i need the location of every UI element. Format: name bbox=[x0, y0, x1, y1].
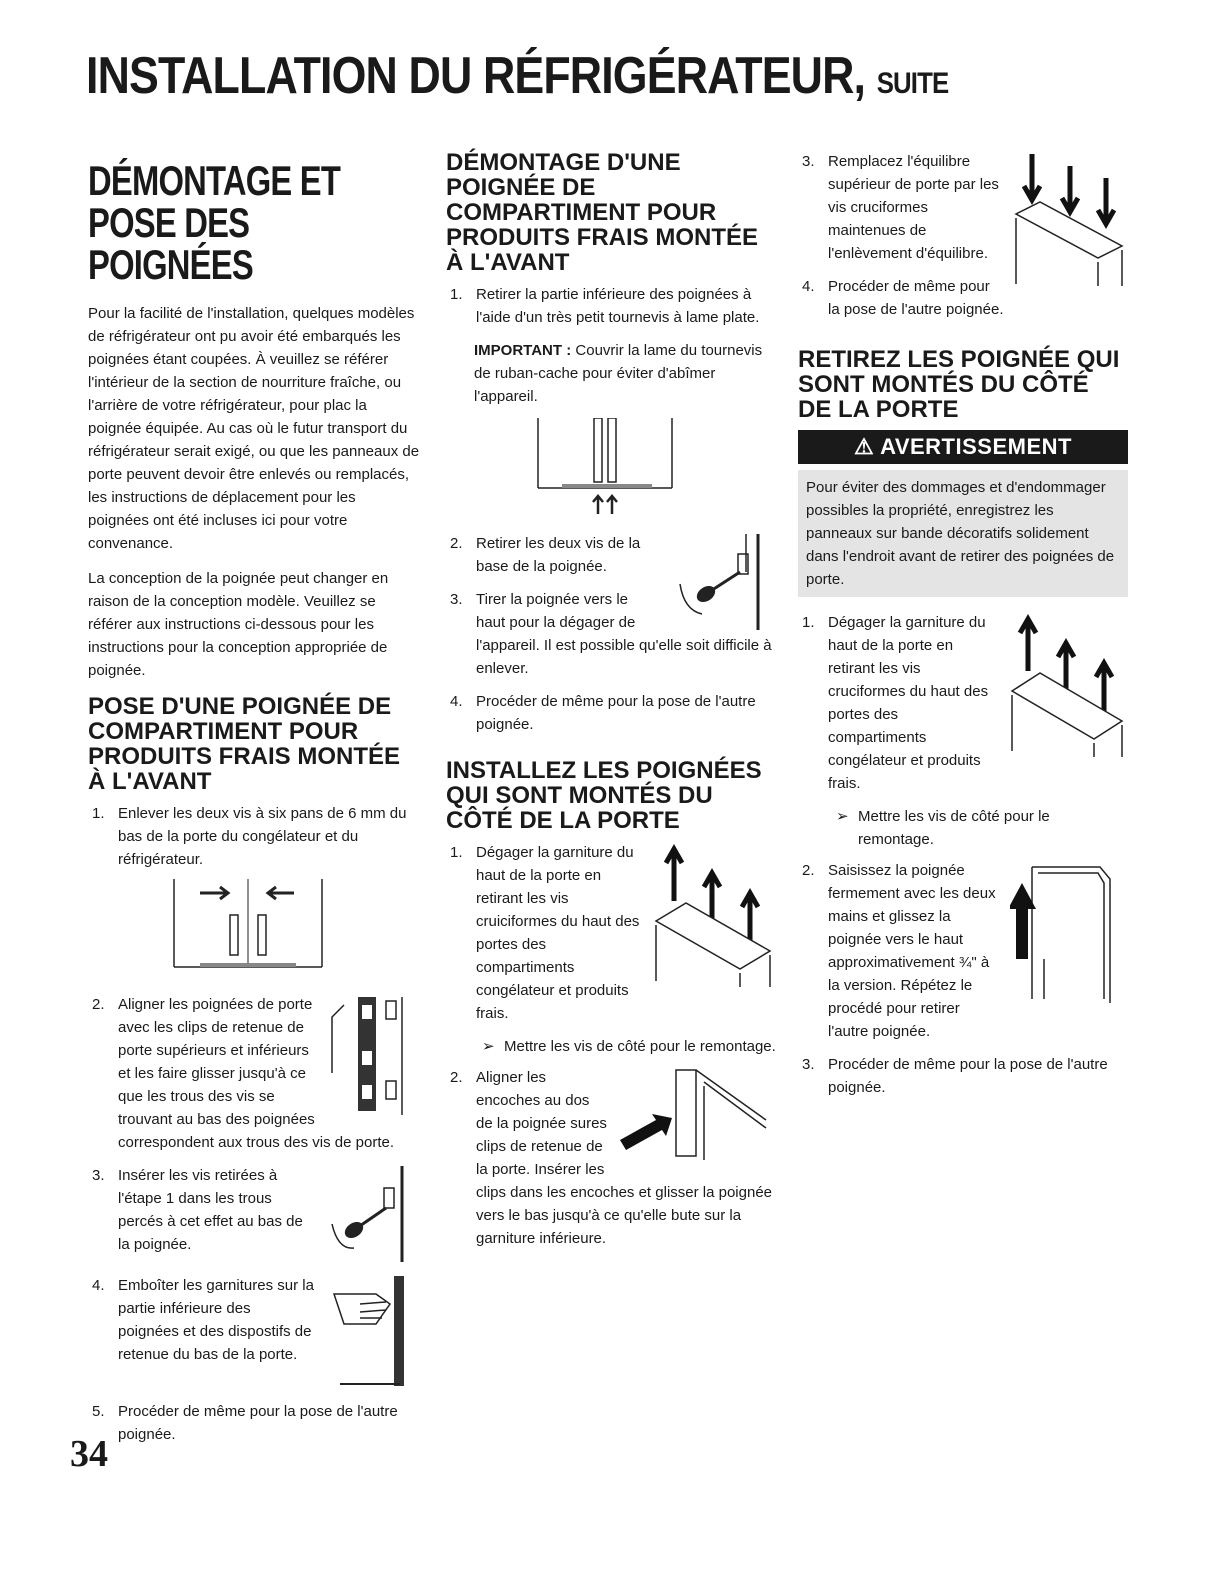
list-item: 2. Aligner les poignées de porte avec les clips de retenue de porte supérieurs et inférieurs et les faire glisser jusqu'à ce que les trous des vis se trouvant au bas des poignées correspondent aux trous des vis de porte. bbox=[88, 993, 420, 1154]
column-1 bbox=[88, 150, 420, 1456]
page-number: 34 bbox=[70, 1433, 108, 1475]
handle-clips-figure bbox=[324, 993, 420, 1117]
removal-steps bbox=[446, 283, 776, 329]
warning-triangle-icon: ⚠ bbox=[854, 434, 875, 459]
list-item: 3. Insérer les vis retirées à l'étape 1 dans les trous percés à cet effet au bas de la poignée. bbox=[88, 1164, 420, 1264]
side-install-steps-continued bbox=[446, 1066, 776, 1250]
section-title-front-handle-removal: DÉMONTAGE D'UNE POIGNÉE DE COMPARTIMENT POUR PRODUITS FRAIS MONTÉE À L'AVANT bbox=[446, 149, 759, 276]
list-item: 1. Dégager la garniture du haut de la porte en retirant les vis cruciformes du haut des portes des compartiments congélateur et produits frais. bbox=[798, 611, 1128, 795]
section-title-side-handle-install: INSTALLEZ LES POIGNÉES QUI SONT MONTÉS DU CÔTÉ DE LA PORTE bbox=[446, 757, 762, 834]
door-trim-arrows-up-figure bbox=[1004, 611, 1128, 761]
list-item: 1. Retirer la partie inférieure des poignées à l'aide d'un très petit tournevis à lame plate. bbox=[450, 286, 760, 326]
important-note: IMPORTANT : Couvrir la lame du tournevis de ruban-cache pour éviter d'abîmer l'appareil. bbox=[474, 342, 763, 405]
side-removal-steps bbox=[798, 611, 1128, 795]
list-item: 3. Procéder de même pour la pose de l'autre poignée. bbox=[802, 1056, 1108, 1096]
handle-trim-hand-figure bbox=[320, 1274, 420, 1390]
list-item: 1. Dégager la garniture du haut de la porte en retirant les vis cruiciformes du haut des portes des compartiments congélateur et produits frais. bbox=[446, 841, 776, 1025]
list-item: 2. Retirer les deux vis de la base de la poignée. bbox=[446, 532, 776, 578]
handle-slide-up-figure bbox=[1010, 859, 1128, 1009]
intro-paragraph-2: La conception de la poignée peut changer en raison de la conception modèle. Veuillez se référer aux instructions ci-dessous pour les instructions pour la conception appropriée de poignée. bbox=[88, 570, 389, 679]
note-bullet: ➢ Mettre les vis de côté pour le remontage. bbox=[482, 1038, 776, 1055]
removal-steps-continued bbox=[446, 532, 776, 736]
door-trim-arrows-figure bbox=[646, 841, 776, 991]
fridge-bottom-screws-figure bbox=[170, 879, 330, 979]
list-item: 5. Procéder de même pour la pose de l'autre poignée. bbox=[92, 1403, 398, 1443]
list-item: 1. Enlever les deux vis à six pans de 6 mm du bas de la porte du congélateur et du réfrigérateur. bbox=[88, 802, 420, 979]
section-title-front-handle-install: POSE D'UNE POIGNÉE DE COMPARTIMENT POUR PRODUITS FRAIS MONTÉE À L'AVANT bbox=[88, 693, 401, 795]
page-title: INSTALLATION DU RÉFRIGÉRATEUR, SUITE bbox=[86, 47, 949, 105]
install-steps bbox=[88, 802, 420, 1446]
side-install-steps-end bbox=[798, 150, 1128, 321]
section-heading-handles: DÉMONTAGE ET POSE DES POIGNÉES bbox=[88, 157, 341, 288]
note-bullet: ➢ Mettre les vis de côté pour le remontage. bbox=[836, 808, 1050, 848]
list-item: 4. Procéder de même pour la pose de l'autre poignée. bbox=[802, 278, 1004, 318]
side-removal-steps-continued bbox=[798, 859, 1128, 1099]
warning-text-box bbox=[798, 470, 1128, 597]
list-item: 2. Aligner les encoches au dos de la poignée sures clips de retenue de la porte. Insérer les clips dans les encoches et glisser la poignée vers le bas jusqu'à ce qu'elle bute sur la garniture inférieure. bbox=[446, 1066, 776, 1250]
handle-clip-align-figure bbox=[616, 1066, 776, 1162]
intro-paragraph: Pour la facilité de l'installation, quelques modèles de réfrigérateur ont pu avoir été embarqués les poignées étant coupées. À veuillez se référer l'intérieur de la section de nourriture fraîche, ou l'arrière de votre réfrigérateur, pour plac la poignée équipée. Au cas où le futur transport du réfrigérateur serait exigé, ou que les panneaux de porte peuvent devoir être enlevés ou remplacés, les instructions de déplacement pour les poignées ont été incluses ici pour votre convenance. bbox=[88, 305, 420, 552]
column-2 bbox=[446, 150, 776, 1260]
handle-bottom-figure bbox=[532, 418, 682, 518]
section-title-side-handle-removal: RETIREZ LES POIGNÉE QUI SONT MONTÉS DU CÔTÉ DE LA PORTE bbox=[798, 346, 1120, 423]
list-item: 3. Tirer la poignée vers le haut pour la dégager de l'appareil. Il est possible qu'elle soit difficile à enlever. bbox=[450, 591, 772, 677]
door-trim-screws-down-figure bbox=[1010, 150, 1128, 290]
warning-text: Pour éviter des dommages et d'endommager possibles la propriété, enregistrez les panneaux sur bande décoratifs solidement dans l'endroit avant de retirer des poignées de porte. bbox=[806, 479, 1115, 588]
screwdriver-handle-figure bbox=[324, 1164, 420, 1264]
list-item: 3. Remplacez l'équilibre supérieur de porte par les vis cruciformes maintenues de l'enlèvement d'équilibre. bbox=[798, 150, 1128, 265]
list-item: 4. Procéder de même pour la pose de l'autre poignée. bbox=[450, 693, 756, 733]
list-item: 4. Emboîter les garnitures sur la partie inférieure des poignées et des dispostifs de retenue du bas de la porte. bbox=[88, 1274, 420, 1390]
side-install-steps bbox=[446, 841, 776, 1025]
warning-banner: ⚠ AVERTISSEMENT bbox=[798, 430, 1128, 464]
column-3 bbox=[798, 150, 1128, 1109]
list-item: 2. Saisissez la poignée fermement avec les deux mains et glissez la poignée vers le haut approximativement ¾" à la version. Répétez le procédé pour retirer l'autre poignée. bbox=[798, 859, 1128, 1043]
